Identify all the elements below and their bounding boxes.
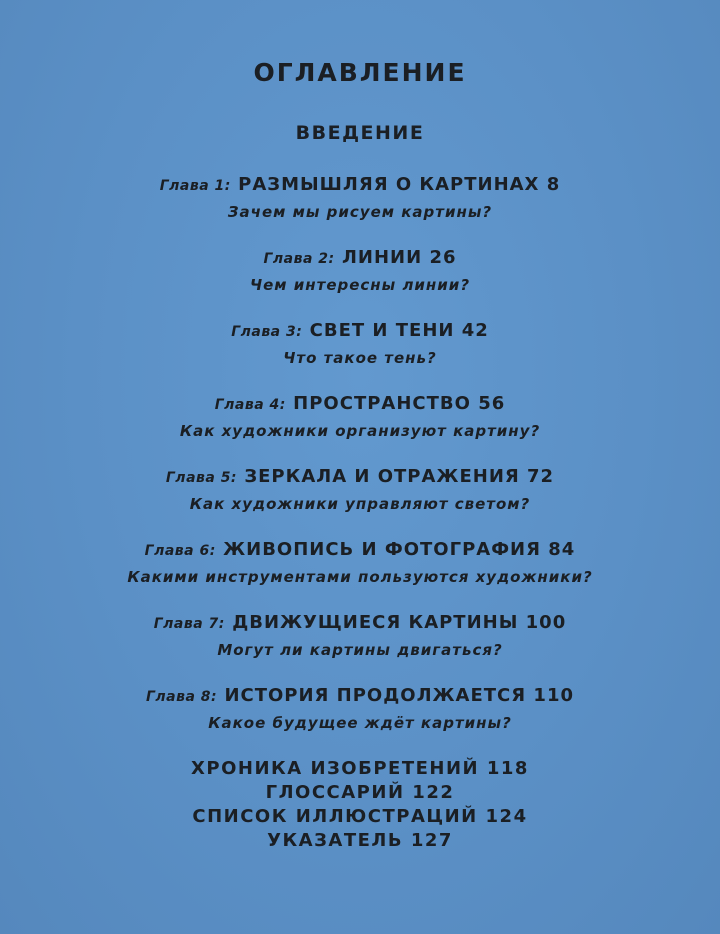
chapter-page-number: 84 [548,539,576,560]
chapter-label: Глава 5: [165,470,238,486]
chapter-title: РАЗМЫШЛЯЯ О КАРТИНАХ [238,174,540,195]
chapter-page-number: 100 [525,612,567,633]
chapter-question: Зачем мы рисуем картины? [227,203,493,221]
toc-entry-chapter-4[interactable] [0,390,720,463]
chapter-title: ПРОСТРАНСТВО [293,393,471,414]
chapter-label: Глава 3: [231,324,303,340]
appendix-title: УКАЗАТЕЛЬ [267,830,404,851]
chapter-label: Глава 8: [146,689,218,705]
appendix-title: СПИСОК ИЛЛЮСТРАЦИЙ [192,806,478,827]
toc-entry-list-of-illustrations[interactable] [0,805,720,829]
chapter-page-number: 110 [533,685,574,706]
chapter-question: Что такое тень? [283,349,437,367]
chapter-question: Как художники организуют картину? [179,422,541,440]
chapter-page-number: 26 [429,247,457,268]
chapter-label: Глава 1: [159,178,231,194]
chapter-page-number: 8 [546,174,561,195]
appendix-page-number: 127 [410,830,453,851]
toc-entry-chapter-5[interactable] [0,463,720,536]
chapter-title: СВЕТ И ТЕНИ [309,320,455,341]
chapter-heading [0,463,720,492]
page-title: ОГЛАВЛЕНИЕ [253,58,467,87]
chapter-heading [0,609,720,638]
chapter-heading [0,244,720,273]
chapter-title: ЖИВОПИСЬ И ФОТОГРАФИЯ [223,539,541,560]
toc-entry-chapter-3[interactable] [0,317,720,390]
appendix-page-number: 122 [412,782,455,803]
toc-entry-chapter-1[interactable] [0,171,720,244]
chapter-heading [0,536,720,565]
toc-entry-chapter-2[interactable] [0,244,720,317]
chapter-heading [0,171,720,200]
chapter-label: Глава 7: [153,616,225,632]
chapter-page-number: 42 [461,320,489,341]
chapter-title: ЗЕРКАЛА И ОТРАЖЕНИЯ [244,466,520,487]
appendix-title: ХРОНИКА ИЗОБРЕТЕНИЙ [191,758,480,779]
chapter-question: Могут ли картины двигаться? [217,641,503,659]
chapter-label: Глава 4: [214,397,286,413]
toc-entry-introduction[interactable]: ВВЕДЕНИЕ [295,122,425,144]
appendix-list [0,757,720,853]
chapter-title: ДВИЖУЩИЕСЯ КАРТИНЫ [232,612,519,633]
appendix-title: ГЛОССАРИЙ [265,782,405,803]
chapter-heading [0,682,720,711]
toc-entry-index[interactable] [0,829,720,853]
chapter-title: ЛИНИИ [341,247,423,268]
chapter-question: Как художники управляют светом? [189,495,531,513]
toc-entry-chapter-7[interactable] [0,609,720,682]
chapter-question: Какими инструментами пользуются художники? [127,568,593,586]
appendix-page-number: 118 [486,758,529,779]
toc-entry-timeline[interactable] [0,757,720,781]
chapter-label: Глава 6: [144,543,216,559]
toc-entry-chapter-8[interactable] [0,682,720,755]
chapter-heading [0,390,720,419]
chapter-question: Чем интересны линии? [249,276,471,294]
appendix-page-number: 124 [485,806,528,827]
chapter-title: ИСТОРИЯ ПРОДОЛЖАЕТСЯ [224,685,527,706]
chapter-list [0,171,720,755]
chapter-label: Глава 2: [263,251,335,267]
toc-entry-glossary[interactable] [0,781,720,805]
chapter-question: Какое будущее ждёт картины? [208,714,512,732]
toc-entry-chapter-6[interactable] [0,536,720,609]
chapter-page-number: 72 [527,466,555,487]
chapter-page-number: 56 [478,393,506,414]
chapter-heading [0,317,720,346]
